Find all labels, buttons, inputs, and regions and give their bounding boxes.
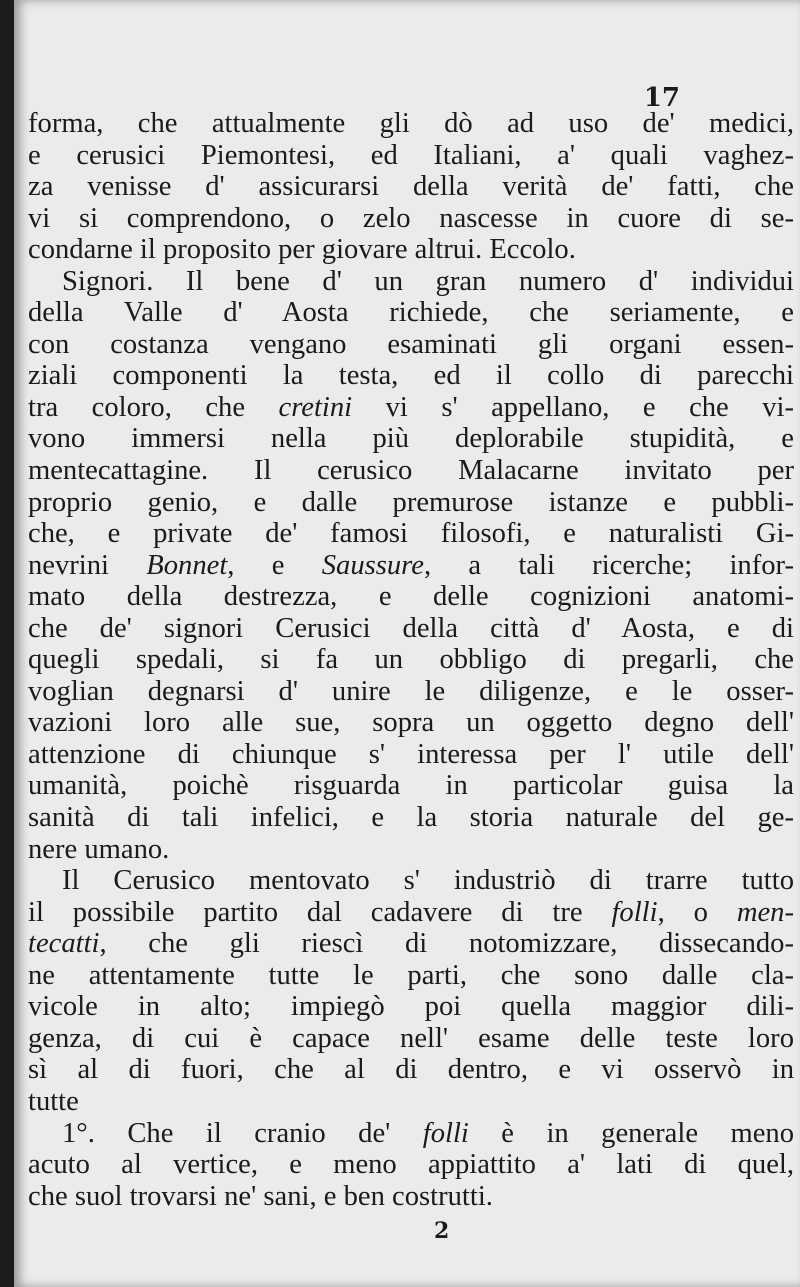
text-line: 1°. Che il cranio de' folli è in generale meno xyxy=(62,1117,794,1149)
text-line: mentecattagine. Il cerusico Malacarne invitato per xyxy=(28,455,794,487)
text-line: tra coloro, che cretini vi s' appellano, e che vi- xyxy=(28,391,795,423)
text-line: nere umano. xyxy=(28,833,170,865)
book-page xyxy=(14,0,800,1287)
text-line: che, e private de' famosi filosofi, e naturalisti Gi- xyxy=(28,518,794,550)
text-line: Il Cerusico mentovato s' industriò di trarre tutto xyxy=(62,865,794,897)
text-line: quegli spedali, si fa un obbligo di pregarli, che xyxy=(28,644,794,676)
page-number: 17 xyxy=(643,83,680,113)
text-line: za venisse d' assicurarsi della verità de' fatti, che xyxy=(28,171,794,203)
text-line: condarne il proposito per giovare altrui. Eccolo. xyxy=(28,234,576,266)
text-line: vono immersi nella più deplorabile stupidità, e xyxy=(28,423,794,455)
text-line: genza, di cui è capace nell' esame delle teste loro xyxy=(28,1022,794,1054)
text-line: della Valle d' Aosta richiede, che seriamente, e xyxy=(28,297,794,329)
text-line: e cerusici Piemontesi, ed Italiani, a' quali vaghez- xyxy=(28,139,794,171)
text-line: vazioni loro alle sue, sopra un oggetto degno dell' xyxy=(28,707,794,739)
text-line: attenzione di chiunque s' interessa per l' utile dell' xyxy=(28,738,794,770)
text-line: umanità, poichè risguarda in particolar guisa la xyxy=(28,770,794,802)
text-line: acuto al vertice, e meno appiattito a' lati di quel, xyxy=(28,1149,794,1181)
text-line: il possibile partito dal cadavere di tre folli, o men- xyxy=(28,896,795,928)
text-line: mato della destrezza, e delle cognizioni anatomi- xyxy=(28,581,794,613)
text-line: ne attentamente tutte le parti, che sono dalle cla- xyxy=(28,959,794,991)
text-line: tutte xyxy=(28,1085,79,1117)
text-line: con costanza vengano esaminati gli organi essen- xyxy=(28,328,794,360)
text-line: proprio genio, e dalle premurose istanze e pubbli- xyxy=(28,486,794,518)
text-line: ziali componenti la testa, ed il collo di parecchi xyxy=(28,360,794,392)
text-line: sì al di fuori, che al di dentro, e vi osservò in xyxy=(28,1054,794,1086)
text-line: tecatti, che gli riescì di notomizzare, dissecando- xyxy=(28,928,794,960)
text-line: Signori. Il bene d' un gran numero d' individui xyxy=(62,265,794,297)
text-line: voglian degnarsi d' unire le diligenze, e le osser- xyxy=(28,675,794,707)
text-line: vi si comprendono, o zelo nascesse in cuore di se- xyxy=(28,202,794,234)
text-line: vicole in alto; impiegò poi quella maggior dili- xyxy=(28,991,794,1023)
text-line: nevrini Bonnet, e Saussure, a tali ricerche; infor- xyxy=(28,549,795,581)
text-line: forma, che attualmente gli dò ad uso de' medici, xyxy=(28,108,794,139)
text-line: che de' signori Cerusici della città d' Aosta, e di xyxy=(28,612,794,644)
signature-mark: 2 xyxy=(434,1218,450,1244)
text-line: che suol trovarsi ne' sani, e ben costrutti. xyxy=(28,1180,493,1212)
text-line: sanità di tali infelici, e la storia naturale del ge- xyxy=(28,802,794,834)
body-text xyxy=(28,108,794,1212)
